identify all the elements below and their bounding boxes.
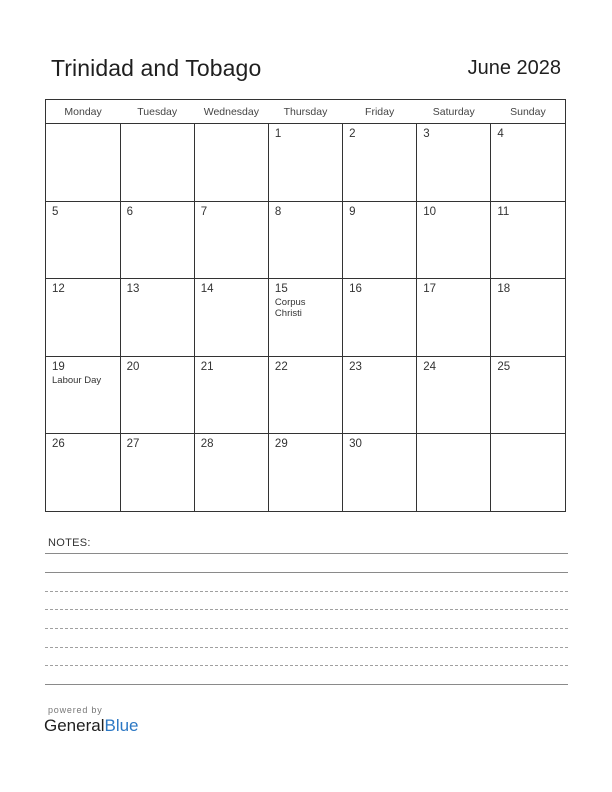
day-number: 25: [497, 360, 511, 373]
day-number: 14: [200, 283, 214, 295]
day-number: 9: [349, 205, 356, 218]
day-number: 17: [423, 283, 436, 295]
day-cell: [46, 201, 120, 279]
day-cell: [46, 356, 120, 434]
note-line: [45, 647, 568, 648]
day-cell: [343, 124, 417, 202]
day-number: 8: [274, 205, 282, 218]
day-number: 20: [126, 360, 140, 373]
day-number: 4: [497, 128, 504, 140]
day-cell: [417, 356, 491, 434]
calendar-title: Trinidad and Tobago: [51, 55, 262, 81]
weekday-header: Monday: [46, 100, 120, 124]
day-number: 13: [126, 283, 140, 295]
day-cell: [46, 279, 120, 357]
day-cell: [268, 356, 342, 434]
day-cell: [194, 434, 268, 512]
day-cell: [268, 434, 342, 512]
day-cell: [194, 279, 268, 357]
powered-by-text: powered by: [48, 705, 103, 715]
week-row: [46, 124, 565, 202]
day-number: 16: [349, 283, 362, 295]
day-number: 15: [274, 283, 288, 295]
weekday-header: Saturday: [417, 100, 491, 124]
day-cell: [194, 356, 268, 434]
day-cell: [491, 279, 565, 357]
day-number: 2: [349, 128, 356, 140]
day-cell: [343, 279, 417, 357]
note-line: [45, 591, 568, 592]
day-number: 18: [497, 283, 511, 295]
day-cell: [417, 279, 491, 357]
note-line: [45, 553, 568, 554]
day-cell: [46, 124, 120, 202]
day-cell: [343, 356, 417, 434]
day-cell: [343, 434, 417, 512]
day-number: 6: [126, 205, 134, 218]
notes-label: NOTES:: [48, 537, 91, 549]
day-cell: [194, 201, 268, 279]
day-number: 12: [52, 283, 65, 295]
day-number: 19: [52, 360, 65, 373]
note-line: [45, 628, 568, 629]
day-number: 30: [349, 438, 362, 450]
day-cell: [491, 434, 565, 512]
day-cell: [268, 124, 342, 202]
weekday-header: Thursday: [268, 100, 342, 124]
note-line: [45, 572, 568, 573]
day-number: 7: [200, 205, 208, 218]
note-line: [45, 684, 568, 685]
day-number: 29: [274, 438, 288, 450]
holiday-label: Labour Day: [52, 374, 102, 386]
day-number: 24: [423, 360, 436, 373]
day-cell: [268, 279, 342, 357]
day-number: 11: [497, 205, 510, 218]
week-row: [46, 356, 565, 434]
brand-general: General: [44, 716, 105, 735]
day-cell: [46, 434, 120, 512]
day-cell: [120, 434, 194, 512]
day-cell: [343, 201, 417, 279]
day-cell: [268, 201, 342, 279]
weekday-header: Friday: [343, 100, 417, 124]
day-cell: [120, 124, 194, 202]
day-cell: [194, 124, 268, 202]
day-number: 3: [423, 128, 430, 140]
day-number: 1: [274, 128, 282, 140]
day-number: 23: [349, 360, 362, 373]
holiday-label: Corpus Christi: [274, 297, 306, 319]
weekday-header: Wednesday: [194, 100, 268, 124]
day-number: 27: [126, 438, 140, 450]
day-cell: [120, 279, 194, 357]
day-cell: [120, 201, 194, 279]
day-number: 26: [52, 438, 65, 450]
generalblue-logo: [44, 716, 139, 736]
day-cell: [417, 201, 491, 279]
day-cell: [417, 124, 491, 202]
calendar-month: June 2028: [467, 57, 561, 79]
day-number: 10: [423, 205, 436, 218]
day-number: 5: [52, 205, 59, 218]
day-cell: [417, 434, 491, 512]
weekday-header: Sunday: [491, 100, 565, 124]
note-line: [45, 665, 568, 666]
calendar-grid: [45, 99, 566, 512]
day-number: 28: [200, 438, 214, 450]
weekday-header: Tuesday: [120, 100, 194, 124]
day-cell: [491, 356, 565, 434]
week-row: [46, 201, 565, 279]
weekday-header-row: [46, 100, 565, 124]
note-line: [45, 609, 568, 610]
day-cell: [491, 201, 565, 279]
day-number: 22: [274, 360, 288, 373]
day-cell: [491, 124, 565, 202]
day-cell: [120, 356, 194, 434]
week-row: [46, 279, 565, 357]
week-row: [46, 434, 565, 512]
brand-blue: Blue: [104, 716, 139, 735]
day-number: 21: [200, 360, 214, 373]
